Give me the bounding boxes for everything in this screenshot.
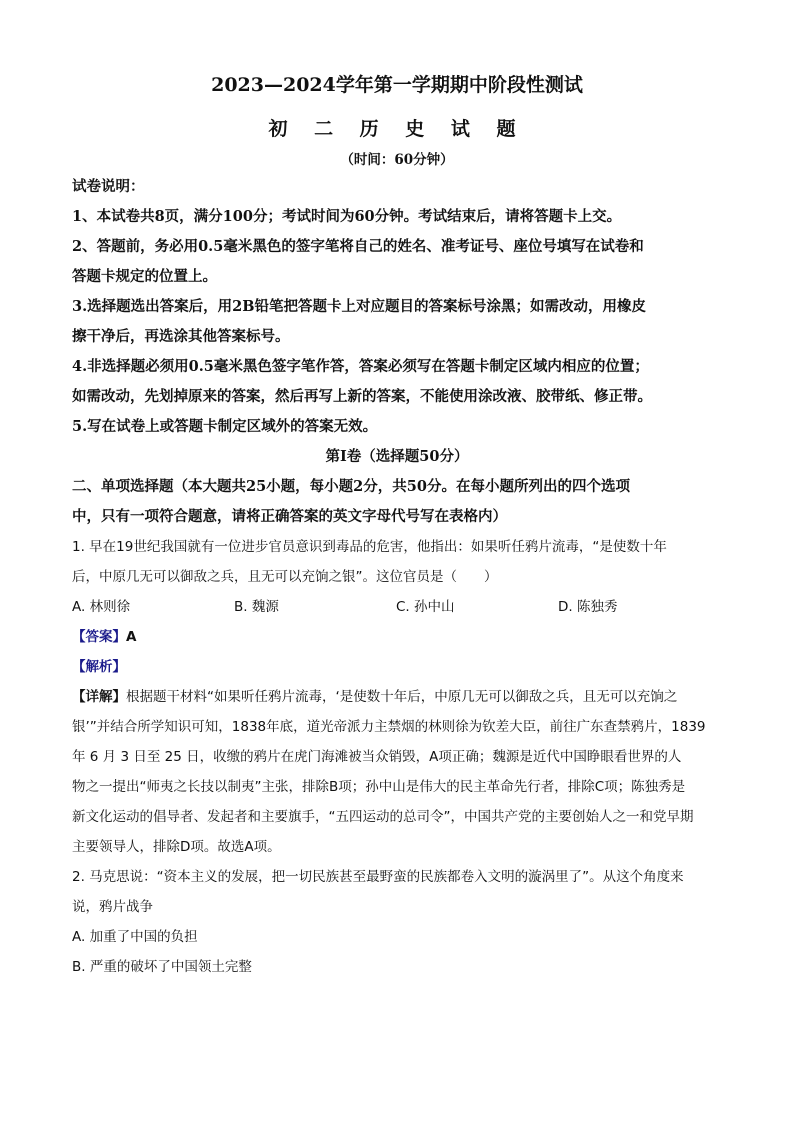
instruction-line: 2、答题前，务必用0.5毫米黑色的签字笔将自己的姓名、准考证号、座位号填写在试卷和 — [72, 238, 644, 255]
exam-page — [72, 70, 722, 982]
question-1-stem: 后，中原几无可以御敌之兵，且无可以充饷之银”。这位官员是（ ） — [72, 569, 498, 585]
option-a: A. 加重了中国的负担 — [72, 929, 198, 945]
detail-line: 银’”并结合所学知识可知，1838年底，道光帝派力主禁烟的林则徐为钦差大臣，前往广东查禁鸦片，1839 — [72, 719, 706, 735]
answer-value: A — [126, 629, 137, 645]
detail-line: 新文化运动的倡导者、发起者和主要旗手，“五四运动的总司令”，中国共产党的主要创始人之一和党早期 — [72, 809, 694, 825]
detail-line: 年 6 月 3 日至 25 日，收缴的鸦片在虎门海滩被当众销毁，A项正确；魏源是近代中国睁眼看世界的人 — [72, 749, 682, 765]
section-heading-line: 中，只有一项符合题意，请将正确答案的英文字母代号写在表格内） — [72, 508, 507, 525]
exam-title: 2023—2024学年第一学期期中阶段性测试 — [211, 74, 583, 96]
option-b: B. 魏源 — [234, 599, 279, 615]
detail-text: 根据题干材料“如果听任鸦片流毒，‘是使数十年后，中原几无可以御敌之兵，且无可以充饷之 — [126, 689, 678, 705]
option-a: A. 林则徐 — [72, 599, 131, 615]
instruction-line: 3.选择题选出答案后，用2B铅笔把答题卡上对应题目的答案标号涂黑；如需改动，用橡皮 — [72, 298, 646, 315]
detail-tag: 【详解】 — [72, 689, 126, 705]
section-title: 第Ⅰ卷（选择题50分） — [325, 448, 469, 465]
instruction-line: 4.非选择题必须用0.5毫米黑色签字笔作答，答案必须写在答题卡制定区域内相应的位置； — [72, 358, 649, 375]
question-1-options — [72, 592, 722, 622]
section-heading-line: 二、单项选择题（本大题共25小题，每小题2分，共50分。在每小题所列出的四个选项 — [72, 478, 630, 495]
detail-line: 物之一提出“师夷之长技以制夷”主张，排除B项；孙中山是伟大的民主革命先行者，排除C项；陈独秀是 — [72, 779, 686, 795]
instructions-heading: 试卷说明： — [72, 178, 145, 195]
option-c: C. 孙中山 — [396, 599, 455, 615]
question-2-stem: 说，鸦片战争 — [72, 899, 153, 915]
question-2-stem: 2. 马克思说：“资本主义的发展，把一切民族甚至最野蛮的民族都卷入文明的漩涡里了”。从这个角度来 — [72, 869, 684, 885]
detail-line: 主要领导人，排除D项。故选A项。 — [72, 839, 281, 855]
answer-tag: 【答案】 — [72, 629, 126, 645]
answer-line — [72, 622, 722, 652]
exam-subject: 初 二 历 史 试 题 — [268, 118, 526, 140]
instruction-line: 答题卡规定的位置上。 — [72, 268, 217, 285]
detail-line — [72, 682, 722, 712]
instruction-line: 1、本试卷共8页，满分100分；考试时间为60分钟。考试结束后，请将答题卡上交。 — [72, 208, 622, 225]
option-b: B. 严重的破坏了中国领土完整 — [72, 959, 252, 975]
exam-time: （时间：60分钟） — [340, 152, 454, 168]
analysis-tag: 【解析】 — [72, 659, 126, 675]
question-1-stem: 1. 早在19世纪我国就有一位进步官员意识到毒品的危害，他指出：如果听任鸦片流毒，“是使数十年 — [72, 539, 667, 555]
option-d: D. 陈独秀 — [558, 599, 618, 615]
analysis-line — [72, 652, 722, 682]
instruction-line: 5.写在试卷上或答题卡制定区域外的答案无效。 — [72, 418, 378, 435]
instruction-line: 如需改动，先划掉原来的答案，然后再写上新的答案，不能使用涂改液、胶带纸、修正带。 — [72, 388, 652, 405]
instruction-line: 擦干净后，再选涂其他答案标号。 — [72, 328, 290, 345]
